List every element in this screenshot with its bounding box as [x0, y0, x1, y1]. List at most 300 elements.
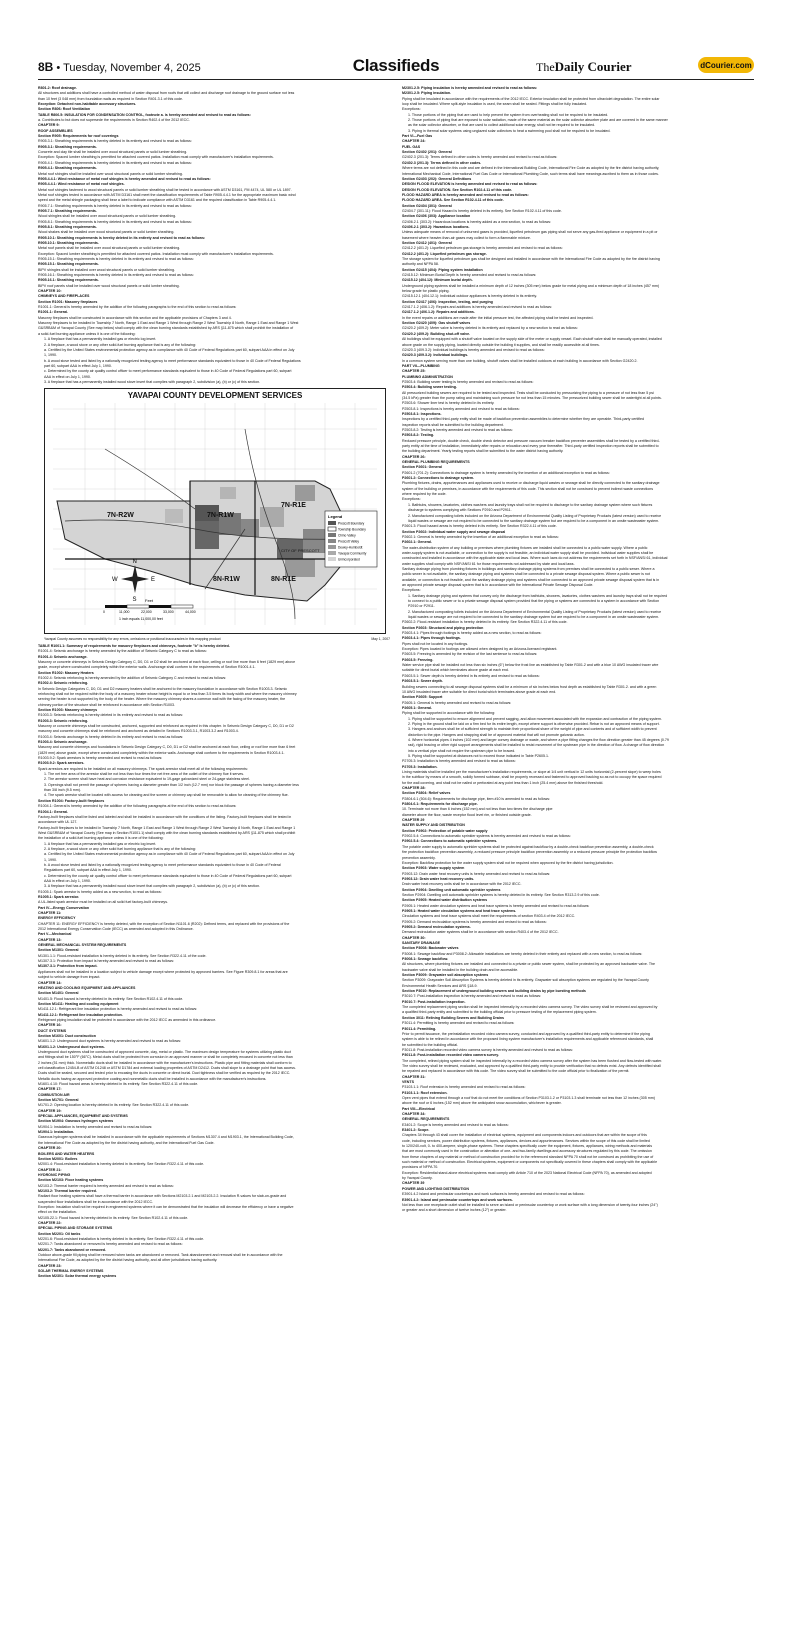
body-line: The water-distribution system of any building or premises where plumbing fixtures are installed shall be connected to a public water supply. Where a public	[402, 545, 648, 550]
section-heading: Section P2605: Support	[402, 695, 443, 700]
section-heading: CHAPTER 31:	[402, 1074, 426, 1079]
body-line: 3. A fireplace that has a permanently installed wood stove insert that complies with paragraph 2, subdivision (a), (b) or (c) of this section.	[44, 884, 261, 889]
body-line: P2705.3: Installation is hereby amended and revised to read as follows:	[402, 759, 516, 764]
body-line: M1601.4.10: Flood hazard areas is hereby deleted in its entirety. See Section R322.4.11 of this code.	[38, 1082, 199, 1087]
body-line: Gaseous hydrogen systems shall be installed in accordance with the applicable requirements of Sections M1307.4 and M1903.1, the International Building Code,	[38, 1135, 294, 1140]
body-line: such material or method of construction. Electrical systems, equipment or components not specifically covered in these chapters shall comply with the applicable	[402, 1160, 658, 1165]
svg-text:Township Boundary: Township Boundary	[338, 527, 366, 532]
section-heading: SPECIAL PIPING AND STORAGE SYSTEMS	[38, 1226, 113, 1231]
body-line: G2420.3 (409.3.2): Individual buildings is hereby amended and revised to read as follows:	[402, 347, 545, 352]
body-line: loop shall be insulated. Where split-style insulation is used, the seam shall be sealed. Fittings shall be fully insulated.	[402, 102, 588, 107]
body-line: Refrigerant piping insulation shall be protected in accordance with the 2012 IECC as amended in this ordinance.	[38, 1017, 217, 1022]
body-line: M1904.1: Installation is hereby amended and revised to read as follows:	[38, 1124, 153, 1129]
section-heading: Section R1004: Factory-built fireplaces	[38, 798, 105, 803]
section-heading: CHAPTER 13:	[38, 937, 62, 942]
section-heading: Section R1002: Masonry Heaters	[38, 670, 94, 675]
zone-label-8n-r1w: 8N-R1W	[213, 576, 240, 584]
body-line: suitable for direct burial which terminates above grade at each end.	[402, 668, 509, 673]
body-line: for the wall covering, and shall not be nailed or perforated at any point less than 1 inch (25.4 mm) above the finished threshold.	[402, 780, 604, 785]
section-heading: DUCT SYSTEMS	[38, 1028, 67, 1033]
body-line: The completed replacement piping section shall be inspected internally by a recorded video camera survey. The video survey shall be reviewed and approved by	[402, 1005, 658, 1010]
svg-text:N: N	[132, 559, 137, 566]
section-heading: G2415.12 (404.12): Minimum burial depth.	[402, 278, 473, 283]
body-line: Inspections by a certified third-party entity shall be made of backflow prevention assemblies to determine whether they are operable. Third-party certified	[402, 417, 645, 422]
section-heading: Section G2403 (202): General Definitions	[402, 176, 472, 181]
body-line: M2001.4: Flood-resistant installation is hereby deleted in its entirety. See Section R322.4.11 of this code.	[38, 1162, 205, 1167]
body-line: 10. Terminate not more than 6 inches (152 mm) and not less than two times the discharge pipe	[402, 807, 553, 812]
body-line: P2804.6.1 (504.6): Requirements for discharge pipe, item #10 is amended to read as follows:	[402, 796, 551, 801]
body-line: Factory-built fireplaces to be installed in Township 7 North, Range 1 East and Range 1 West through Range 2 West Township 8 North, Range 1 East and Range 1	[38, 825, 296, 830]
body-line: Section P2904: Dwelling unit automatic sprinkler systems is hereby deleted in its entirety. See Section R313.2.9 of this code.	[402, 892, 600, 897]
section-heading: P2602.1: General.	[402, 540, 432, 545]
section-heading: R1001.4: Seismic anchorage.	[38, 654, 88, 659]
section-heading: P3011.8: Post-installation recorded video camera survey.	[402, 1053, 500, 1058]
right-column	[402, 86, 754, 1214]
section-heading: CHAPTER 22:	[38, 1220, 62, 1225]
body-line: 2. Those portions of piping that are exposed to solar radiation, made of the same material as the solar collector absorber plate and are covered in the same manner	[408, 118, 668, 123]
body-line: as the solar collector absorber, or that are used to collect additional solar energy, shall not be required to be insulated.	[408, 123, 596, 128]
section-heading: CHAPTER 26:	[402, 454, 426, 459]
section-heading: Section M1904: Gaseous hydrogen systems	[38, 1119, 114, 1124]
body-line: where required by the code.	[402, 492, 447, 497]
section-heading: Section P3009: Graywater soil absorption systems	[402, 973, 489, 978]
body-line: c. Determined by the county air quality control officer to meet performance standards equivalent to those in 40 Code of Federal Regulations part 60, subpart	[44, 369, 292, 374]
section-heading: GENERAL MECHANICAL SYSTEM REQUIREMENTS	[38, 943, 127, 948]
map-date: May 1, 2007	[371, 637, 390, 642]
svg-text:0: 0	[103, 610, 105, 615]
body-line: Building sewers connecting to all sewage disposal systems shall be a minimum of six inches below frost depth as established by Table R301.2. and with a green	[402, 684, 657, 689]
body-line: M1301.1.1: Flood-resistant installation is hereby deleted in its entirety. See Section R322.4.11 of the code.	[38, 953, 207, 958]
body-line: AAA in effect on July 1, 1990.	[44, 374, 91, 379]
body-line: suspended floor installations shall be in accordance with the 2012 IECC.	[38, 1199, 154, 1204]
section-heading: P2503.4: Building sewer testing.	[402, 385, 457, 390]
body-line: International Mechanical Code, International Fuel Gas Code or International Plumbing Code, such terms shall have meanings ascribed to them as in those codes.	[402, 171, 659, 176]
body-line: prevention assembly.	[402, 855, 436, 860]
body-line: than 3/8 inch (9.5 mm).	[44, 788, 81, 793]
section-heading: Section R1003: Masonry chimneys	[38, 707, 98, 712]
body-line: P3010.7: Post-installation inspection is hereby amended and revised to read as follows:	[402, 994, 542, 999]
paper-title: Daily Courier	[554, 59, 632, 74]
body-line: P2503.8.2: Testing is hereby amended and revised to read as follows:	[402, 428, 513, 432]
body-line: diameter above the floor, waste receptor flood level rim, or finished outside grade.	[402, 812, 532, 817]
body-line: 2012 International Energy Conservation Code (IECC) as amended and adopted in this Ordinance.	[38, 927, 194, 932]
body-line: 3. Piping in thermal solar systems using unglazed solar collectors to heat a swimming pool shall not be required to be insulated.	[408, 128, 611, 133]
body-line: b. A wood stove tested and listed by a nationally recognized testing agency to meet performance standards equivalent to those in 40 Code of Federal	[44, 862, 281, 867]
body-line: Exception: Backflow protection for the water supply system shall not be required when approved by the fire district having jurisdiction.	[402, 860, 614, 865]
body-line: In Seismic Design Categories C, D0, D1 and D2 masonry heaters shall be anchored to the masonry foundation in accordance with Section R1003.3. Seismic	[38, 686, 288, 691]
body-line: 10 AWG insulated tracer wire suitable for direct burial which terminates above grade at each end.	[402, 689, 557, 694]
section-heading: P2903.12: Drain water heat recovery units.	[402, 876, 475, 881]
body-line: Masonry fireplaces shall be constructed in accordance with this section and the applicable provisions of Chapters 3 and 4.	[38, 315, 232, 320]
body-line: Exceptions:	[402, 107, 421, 112]
section-heading: Section G2417 (406): Inspection, testing, and purging	[402, 299, 493, 304]
svg-text:Chino Valley: Chino Valley	[338, 533, 356, 538]
body-line: Metal roof shingles tested in accordance with ASTM D3161 shall meet the classification requirements of Table R905.4.4.1 for the appropriate maximum basic wind	[38, 192, 296, 197]
body-line: a solid-fuel burning appliance unless it is one of the following:	[38, 331, 136, 336]
section-heading: GENERAL PLUMBING REQUIREMENTS	[402, 460, 470, 465]
body-line: liquid wastes or sewage are not required to be connected to the sanitary drainage system but are required to be a component in an onsite wastewater system.	[408, 518, 660, 523]
site-logo[interactable]	[698, 57, 754, 73]
body-line: G&SRB&M of Yavapai County (See map below) shall comply with the clean burning standards established by ARS §11-875 which shall prohibit the installation of	[38, 326, 294, 331]
body-line: that are most commonly used in the construction or alteration of one- and two-family dwellings and accessory structures regulated by this code. The omission	[402, 1149, 652, 1154]
body-line: Circulation systems and heat trace systems shall meet the requirements of section R403.4 of the 2012 IECC.	[402, 914, 576, 919]
body-line: a. Certified by the United States environmental protection agency as in compliance with 40 Code of Federal Regulations part 60, subpart AAA in effect on July	[44, 852, 295, 857]
section-heading: M1307.3.1: Protection from impact.	[38, 964, 98, 969]
body-line: R1004.1: General is hereby amended by the addition of the following paragraphs at the end of this section to read as follows:	[38, 804, 237, 809]
site-logo-text: dCourier.com	[700, 60, 752, 70]
section-heading: Section 3011: Relining Building Sewers and Building Drains	[402, 1015, 505, 1020]
body-line: P2903.12: Drain water heat recovery units is hereby amended and revised to read as follows:	[402, 871, 551, 876]
zone-label-7n-r1e: 7N-R1E	[281, 502, 306, 510]
body-line: In the event repairs or additions are made after the initial pressure test, the affected piping shall be tested and inspected.	[402, 315, 594, 320]
body-line: All structures, where plumbing fixtures are installed and connected to a private or public sewer system, shall be protected by an approved backwater valve. The	[402, 962, 656, 967]
body-line: Ducts shall be sealed, secured and tested prior to encasing the ducts in concrete or direct burial. Duct tightness shall be verified as required by the 2012 IECC.	[38, 1071, 291, 1076]
body-line: Metallic ducts having an approved protective coating and nonmetallic ducts shall be installed in accordance with the manufacturer's instructions.	[38, 1076, 267, 1081]
right-column-text	[402, 86, 754, 1214]
body-line: 2. A fireplace, a wood stove or any other solid-fuel burning appliance that is any of the following:	[44, 342, 197, 347]
body-line: system is able to be relined in accordance with the proposed lining system manufacturer's installation requirements and applicable referenced standards, shall	[402, 1037, 654, 1042]
section-heading: PLUMBING ADMINISTRATION	[402, 374, 453, 379]
section-heading: R905.15.1: Sheathing requirements.	[38, 262, 99, 267]
section-heading: Section M1411: Heating and cooling equipment	[38, 1001, 119, 1006]
body-line: P2602.1: General is hereby amended by the insertion of an additional exception to read as follows:	[402, 534, 559, 539]
body-line: below grade for plastic piping.	[402, 289, 450, 294]
body-line: in the subfloor by means of a smooth, solidly formed subbase, shall be properly recessed and fastened to approved backing so as not to occupy the space required	[402, 775, 662, 780]
body-line: 1, 1990.	[44, 353, 57, 358]
section-heading: R905.7.1: Sheathing requirements.	[38, 208, 97, 213]
section-heading: CHAPTER 14:	[38, 980, 62, 985]
body-line: A UL-listed spark arrestor must be installed on all solid fuel factory-built chimneys.	[38, 900, 169, 905]
section-heading: M2103.2: Thermal barrier required.	[38, 1188, 97, 1193]
section-heading: Section M1401: General	[38, 991, 79, 996]
section-heading: Section G2406 (303): Appliance location	[402, 214, 471, 219]
body-line: 4. The spark arrestor shall be located with access for cleaning and the screen or chimney cap shall be removable to allow for cleaning of the chimney flue.	[44, 793, 289, 798]
body-line: Plumbing fixtures, drains, appurtenances and appliances used to receive or discharge liquid wastes or sewage shall be directly connected to the sanitary drainage	[402, 481, 660, 486]
section-heading: Section P2603: Structural and piping protection	[402, 625, 484, 630]
section-heading: Section G2415 (404): Piping system installation	[402, 267, 483, 272]
body-line: R1001.1: General is hereby amended by the addition of the following paragraphs to the end of this section to read as follows:	[38, 305, 237, 310]
body-line: In a common system serving more than one building, shutoff valves shall be installed outdoors at each building in accordance with Section G2420.2.	[402, 358, 638, 363]
body-line: effect on the installation.	[38, 1210, 77, 1215]
body-line: M2201.7: Tanks abandoned or removed is hereby amended and revised to read as follows:	[38, 1242, 183, 1247]
city-label: CITY OF PRESCOTT	[281, 548, 320, 554]
section-heading: Section P2904: Dwelling unit automatic sprinkler systems	[402, 887, 501, 892]
section-heading: P2503.8.1: Inspections.	[402, 411, 442, 416]
body-line: Exception: Insulation shall not be required in engineered systems where it can be demonstrated that the insulation will decrease the efficiency or have a negative	[38, 1204, 294, 1209]
section-heading: R1004.1: General.	[38, 809, 69, 814]
body-line: P2603.5.1: Sewer depth is hereby deleted in its entirety and revised to read as follows:	[402, 673, 540, 678]
section-heading: P3011.4: Permitting.	[402, 1026, 437, 1031]
zone-label-7n-r1w: 7N-R1W	[207, 512, 234, 520]
body-line: a. Certified by the United States environmental protection agency as in compliance with 40 Code of Federal Regulations part 60, subpart AAA in effect on July	[44, 347, 295, 352]
body-line: Piping shall be supported in accordance with the following:	[402, 711, 496, 716]
body-line: G2415.12: Minimum Burial Depth is hereby amended and revised to read as follows:	[402, 273, 537, 278]
body-line: Demand recirculation water systems shall be in accordance with section R403.4 of the 2012 IECC.	[402, 930, 559, 935]
section-heading: R905.16.1: Sheathing requirements.	[38, 278, 99, 283]
body-line: 2. Manufactured composting toilets included on the Arizona Department of Environmental Quality Listing of Proprietary Products (latest version) used to receive	[408, 513, 662, 518]
body-line: Where terms are not defined in this code and are defined in the International Building Code, International Fire Code as adopted by the fire district having authority,	[402, 166, 660, 171]
section-heading: R905.4.4.1: Wind resistance of metal roof shingles.	[38, 182, 125, 187]
body-line: M2201.6: Flood-resistant installation is hereby deleted in its entirety. See Section R322.4.11 of this code.	[38, 1237, 205, 1241]
section-heading: Section G2412 (401): General	[402, 240, 452, 245]
body-line: subject to vehicle damage from impact.	[38, 975, 101, 980]
section-heading: P2902.5.4: Connections to automatic sprinkler systems.	[402, 839, 498, 844]
section-heading: R905.10.1: Sheathing requirements.	[38, 240, 99, 245]
body-line: P2605.1: General is hereby amended and revised to read as follows:	[402, 700, 512, 705]
body-line: Wood shakes shall be installed over wood structural panels or solid lumber sheathing.	[38, 230, 175, 235]
body-line: the International Fire Code as adopted by the fire district having authority, and the International Fuel Gas Code.	[38, 1140, 215, 1145]
body-line: The video survey shall be reviewed, evaluated, and approved by a qualified third-party entity to provide verification that no defects exist. Any defects identified shall	[402, 1063, 661, 1068]
section-heading: WATER SUPPLY AND DISTRIBUTION	[402, 823, 465, 828]
section-heading: HYDRONIC PIPING	[38, 1172, 71, 1177]
body-line: system of the building or premises, in accordance with the requirements of this code. This section shall not be construed to prevent indirect waste connections	[402, 486, 654, 491]
section-heading: P2603.5.1: Sewer depth.	[402, 679, 443, 684]
body-line: P2603.5: Freezing is amended by the revision of the last sentence to read as follows:	[402, 652, 538, 657]
body-line: M1307.3.1: Protection from impact is hereby amended and revised to read as follows:	[38, 959, 175, 964]
svg-text:W: W	[112, 577, 118, 584]
section-heading: Section M1701: General	[38, 1098, 79, 1103]
body-line: Metal roof shingles shall be installed over wood structural panels or solid lumber sheathing.	[38, 171, 183, 176]
section-heading: CHAPTER 21:	[38, 1167, 62, 1172]
body-line: E3401.2: Scope is hereby amended and revised to read as follows:	[402, 1122, 509, 1127]
body-line: P2503.8.1: Inspections is hereby amended and revised to read as follows:	[402, 406, 520, 411]
section-heading: R905.8.1: Sheathing requirements.	[38, 224, 97, 229]
body-line: c. Determined by the county air quality control officer to meet performance standards equivalent to those in 40 Code of Federal Regulations part 60, subpart	[44, 873, 292, 878]
svg-text:33,000: 33,000	[163, 610, 174, 615]
body-line: Regulations part 60, subpart AAA in effect July 1, 1990.	[44, 868, 132, 873]
body-line: Metal roof shingles fastened to wood structural panels or solid lumber sheathing shall be tested in accordance with ASTM D3161, FM 4474, UL 580 or UL 1897.	[38, 187, 292, 192]
body-line: P2905.2: Demand recirculation systems is hereby amended and revised to read as follows:	[402, 919, 547, 924]
section-heading: Section G2404 (301): General	[402, 203, 452, 208]
body-line: G2406.2.1 (303.2): Hazardous locations is hereby added as a new section, to read as follows:	[402, 219, 552, 224]
section-heading: Section R806: Roof Ventilation	[38, 107, 91, 112]
body-line: P3008.1: Sewage backflow and P3008.2: Allowable installations are hereby deleted in their entirety and replaced with a new section, to read as follows:	[402, 951, 643, 956]
section-heading: G2412.2 (401.2): Liquefied petroleum gas storage.	[402, 251, 487, 256]
body-line: water-supply system is not available, or connection to the supply is not feasible, an individual water supply shall be provided. Individual water supplies shall be	[402, 550, 654, 555]
section-heading: Section G2402 (201): General	[402, 150, 452, 155]
section-heading: Section P2601: General	[402, 465, 442, 470]
body-line: rad), rigid bracing or other rigid support arrangements shall be installed to resist movement of the upstream pipe in the direction of flow. A change of flow direction	[408, 743, 665, 748]
body-line: G2420.2 (409.2): Meter valve is hereby deleted in its entirety and replaced by a new section to read as follows:	[402, 326, 578, 331]
body-line: P3103.1.1: Roof extension is hereby amended and revised to read as follows:	[402, 1085, 526, 1090]
body-line: R1003.9.2: Spark arrestors is hereby amended and revised to read as follows:	[38, 756, 163, 761]
section-heading: CHAPTER 10:	[38, 289, 62, 294]
body-line: M1601.1.2: Underground duct systems is hereby amended and revised to read as follows:	[38, 1039, 182, 1044]
section-heading: DESIGN FLOOD ELEVATION is hereby amended and revised to read as follows:	[402, 182, 538, 187]
body-line: R1005.1: Spark arrestor is hereby added as a new section, to read as follows:	[38, 889, 162, 894]
body-line: Unless adequate means of removal of unburned gases is provided, liquefied petroleum gas piping shall not serve any gas-fired appliance or equipment in a pit or	[402, 230, 658, 235]
section-heading: P3008.1: Sewage backflow.	[402, 957, 449, 962]
section-heading: CHAPTER 20:	[38, 1146, 62, 1151]
body-line: 3. A fireplace that has a permanently installed wood stove insert that complies with paragraph 2, subdivision (a), (b) or (c) of this section.	[44, 379, 261, 384]
section-heading: E3401.2: Scope.	[402, 1128, 430, 1133]
section-heading: CHAPTER 39	[402, 1181, 425, 1186]
body-line: Underground piping systems shall be installed a minimum depth of 12 inches (305 mm) below grade for metal piping and a minimum depth of 18 inches (457 mm)	[402, 283, 660, 288]
section-heading: CHAPTER 17:	[38, 1087, 62, 1092]
svg-text:1 inch equals 11,000,00 feet: 1 inch equals 11,000,00 feet	[119, 617, 163, 622]
body-line: All pressurized building sewers are required to be tested and inspected. Tests shall be conducted by pressurizing the piping to a pressure of not less than 5 psi	[402, 390, 654, 395]
body-line: Exception: Spaced lumber sheathing is permitted for attached covered patios. Installation must comply with manufacturer's installation requirements.	[38, 155, 274, 160]
body-line: Lining materials shall be installed per the manufacturer's installation requirements, or slope at 1/4 unit vertical in 12 units horizontal (2-percent slope) to weep holes	[402, 770, 661, 774]
section-heading: ROOF ASSEMBLIES	[38, 128, 73, 133]
section-heading: P2603.5: Freezing.	[402, 657, 434, 662]
body-line: R1003.4: Seismic anchorage is hereby deleted in its entirety and revised to read as follows:	[38, 734, 184, 739]
body-line: 2 inches (51 mm) thick. Nonmetallic ducts shall be installed in accordance with the manufacturer's instructions. Plastic pipe and fitting materials shall conform to	[38, 1060, 292, 1065]
body-line: above the roof or 6 inches (152 mm) above the anticipated snow accumulation, whichever is greater.	[402, 1101, 562, 1106]
paper-the: The	[536, 60, 555, 74]
zone-label-8n-r1e: 8N-R1E	[271, 576, 296, 584]
body-line: water supplies shall comply with NSF/ANSI 61 for those requirements not addressed by state and local laws.	[402, 561, 575, 566]
body-line: available, or connection is not feasible, and the sanitary drainage piping and systems shall be connected to an approved private sewage disposal system that is in	[402, 577, 660, 582]
svg-text:44,000: 44,000	[185, 610, 196, 615]
section-heading: Section P2903: Water supply system	[402, 866, 465, 871]
section-heading: TABLE R806.5: INSULATION FOR CONDENSATION CONTROL, footnote a. is hereby amended and revised to read as follows:	[38, 112, 251, 117]
section-title: Classifieds	[352, 56, 440, 75]
section-heading: Section R1001: Masonry fireplaces	[38, 299, 98, 304]
body-line: BIPV roof panels shall be installed over wood structural panels or solid lumber sheathing.	[38, 283, 180, 288]
body-line: P3011.8: Post-installation recorded video camera survey is hereby amended and revised to read as follows:	[402, 1047, 573, 1052]
section-heading: Part V—Mechanical	[38, 932, 72, 937]
body-line: serving the heater is not supported by the body of the heater. Where the masonry chimney shares a common wall with the facing of the masonry heater, the	[38, 697, 286, 702]
body-line: P2602.2: Flood-resistant installation is hereby deleted in its entirety. See Section R322.4.11 of this code.	[402, 620, 568, 625]
body-line: R1003.3: Seismic reinforcing is hereby deleted in its entirety and revised to read as follows:	[38, 713, 184, 718]
body-line: 2. Manufactured composting toilets included on the Arizona Department of Environmental Quality Listing of Proprietary Products (latest version) used to receive	[408, 609, 662, 614]
section-heading: P2603.4.1: Pipes through footings.	[402, 636, 461, 641]
zone-label-7n-r2w: 7N-R2W	[107, 512, 134, 520]
body-line: 1. Piping shall be supported to ensure alignment and prevent sagging, and allow movement associated with the expansion and contraction of the piping system.	[408, 716, 662, 721]
body-line: International Fire Code, as adopted by the fire district having authority, and all other jurisdictions having authority.	[38, 1258, 218, 1263]
map-title: YAVAPAI COUNTY DEVELOPMENT SERVICES	[127, 391, 303, 401]
body-line: R1001.4: Seismic anchorage is hereby amended by the addition of Seismic Category C to read as follows:	[38, 649, 207, 654]
svg-text:22,000: 22,000	[141, 610, 152, 615]
body-line: Water service pipe shall be installed not less than six inches (6") below the frost line as established by Table R301.2 and with a blue 10 AWG insulated tracer wire	[402, 663, 659, 668]
section-heading: SOLAR THERMAL ENERGY SYSTEMS	[38, 1269, 104, 1274]
section-heading: R1003.3: Seismic reinforcing.	[38, 718, 89, 723]
body-line: Outdoor above-grade fill piping shall be removed when tanks are abandoned or removed. Tank abandonment and removal shall be in accordance with the	[38, 1253, 283, 1258]
section-heading: P2605.1: General.	[402, 705, 432, 710]
body-line: 1. A fireplace that has a permanently installed gas or electric log insert.	[44, 841, 157, 846]
body-line: 1. Sanitary drainage piping and systems that convey only the discharge from bathtubs, showers, lavatories, clothes washers and laundry trays shall not be required	[408, 593, 668, 598]
section-heading: CHAPTER 25:	[402, 369, 426, 374]
section-heading: Section M1301: General	[38, 948, 79, 953]
body-line: above grade on the supply piping, located directly outside the building it supplies, and shall be readily accessible at all times.	[402, 342, 600, 347]
section-heading: P2705.3: Installation.	[402, 764, 438, 769]
body-line: speed and the metal shingle packaging shall bear a label to indicate compliance with ASTM D3161 and the required classification in Table R905.4.4.1.	[38, 198, 277, 203]
body-line: M2103.2: Thermal barrier required is hereby amended and revised to read as follows:	[38, 1183, 174, 1188]
body-line: M1401.5: Flood hazard is hereby deleted in its entirety. See Section R102.4.11 of this code.	[38, 996, 184, 1001]
svg-text:Prescott Boundary: Prescott Boundary	[338, 521, 365, 526]
section-heading: FLOOD HAZARD AREA. See Section R102.4.11 of this code.	[402, 198, 504, 203]
body-line: R905.7.1: Sheathing requirements is hereby deleted in its entirety and revised to read as follows:	[38, 203, 192, 208]
body-line: AAA in effect on July 1, 1990.	[44, 878, 91, 883]
body-line: R905.15.1: Sheathing requirements is hereby deleted in its entirety and revised to read as follows:	[38, 257, 194, 261]
body-line: to connect to a public sewer or to a private sewage disposal system provided that the piping or systems are connected to a system in accordance with Section	[408, 599, 660, 603]
body-line: West G&SRB&M of Yavapai County (See map in Section R1001.1) shall comply with the clean burning standards established by ARS §11-875 which shall prohibit	[38, 830, 296, 835]
body-line: P2601.3: Flood hazard areas is hereby deleted in its entirety. See Section R322.4.11 of this code.	[402, 524, 557, 529]
body-line: authority and NFPA 58.	[402, 262, 439, 267]
body-line: G2412.2 (401.2): Liquefied petroleum gas storage is hereby amended and revised to read as follows:	[402, 246, 563, 251]
section-heading: FUEL GAS	[402, 144, 421, 149]
section-heading: Section P3008: Backwater valves	[402, 946, 459, 951]
body-line: 1, 1990.	[44, 857, 57, 862]
body-line: b. A wood stove tested and listed by a nationally recognized testing agency to meet performance standards equivalent to those in 40 Code of Federal Regulations	[44, 358, 301, 363]
body-line: part 60, subpart AAA in effect July 1, 1990.	[44, 363, 112, 368]
map-footer	[44, 637, 390, 642]
zoning-map	[44, 388, 386, 634]
body-line: P2910 or P2911.	[408, 604, 435, 609]
svg-text:E: E	[151, 577, 156, 584]
body-line: Factory-built fireplaces shall be listed and labeled and shall be installed in accordance with the conditions of the listing. Factory-built fireplaces shall be tested in	[38, 814, 292, 819]
body-line: party entity at the time of installation, immediately after repairs or relocation and every year thereafter. Third-party certified inspection reports shall be submitted to	[402, 444, 659, 449]
section-heading: DESIGN FLOOD ELEVATION. See Section R102.4.11 of this code.	[402, 187, 513, 192]
body-line: public sewer is not available, the sanitary drainage piping and systems shall be connected to a private sewage disposal system. Where a public sewer is not	[402, 572, 650, 577]
section-heading: CHAPTER 11:	[38, 911, 62, 916]
section-heading: Section M2001: Boilers	[38, 1156, 78, 1161]
section-heading: M2201.7: Tanks abandoned or removed.	[38, 1247, 107, 1252]
section-heading: M2301.2.5: Piping insulation is hereby amended and revised to read as follows:	[402, 86, 538, 90]
section-heading: Section G2420 (409): Gas shutoff valves	[402, 321, 471, 326]
section-heading: TABLE R1001.1: Summary of requirements for masonry fireplaces and chimneys, footnote "b" is hereby deleted.	[38, 643, 230, 648]
body-line: Reduced pressure principle, double check, double check detector and pressure vacuum breaker backflow preventer assemblies shall be tested by a certified third-	[402, 438, 660, 443]
body-line: R1002.4: Seismic reinforcing is hereby amended by the addition of Seismic Category C and revised to read as follows:	[38, 675, 227, 680]
section-heading: G2420.2 (409.2): Building shut-off valve.	[402, 331, 471, 336]
body-line: (34.5 kPa) greater than the pump rating and maintaining such pressure for not less than 15 minutes. The pressurized building sewer shall be watertight at all points.	[402, 395, 662, 400]
left-column	[38, 86, 390, 1280]
body-line: chimney portion of the structure shall be reinforced in accordance with Section R1003.	[38, 702, 176, 707]
section-heading: R1002.4: Seismic reinforcing.	[38, 681, 89, 686]
body-line: The potable water supply to automatic sprinkler systems shall be protected against backflow by a double-check backflow prevention assembly, a double-check	[402, 844, 654, 849]
section-heading: Part VIII—Electrical	[402, 1106, 435, 1111]
body-line: G2417.1.2 (406.1.2): Repairs and additions is hereby amended and revised to read as follows:	[402, 305, 553, 310]
body-line: BIPV shingles shall be installed over wood structural panels or solid lumber sheathing.	[38, 267, 176, 272]
body-line: R905.3.1: Sheathing requirements is hereby deleted in its entirety and revised to read as follows:	[38, 139, 192, 144]
body-line: Masonry fireplaces to be installed in Township 7 North, Range 1 East and Range 1 West through Range 2 West Township 8 North, Range 1 East and Range 1 West	[38, 321, 299, 326]
section-heading: Section M2201: Oil tanks	[38, 1231, 81, 1236]
section-heading: Part IV—Energy Conservation	[38, 905, 90, 910]
svg-text:Prescott Valley: Prescott Valley	[338, 539, 360, 544]
svg-text:Yavapai Community: Yavapai Community	[338, 551, 367, 556]
section-heading: P3010.7: Post-installation inspection.	[402, 999, 466, 1004]
body-line: Masonry or concrete chimneys shall be constructed, anchored, supported and reinforced as required in this chapter. In Seismic Design Category C, D0, D1 or D2	[38, 724, 294, 728]
body-line: 3. Hangers and anchors shall be of sufficient strength to maintain their proportional share of the weight of pipe and contents and of sufficient width to prevent	[408, 727, 657, 732]
body-line: an approved private sewage disposal system that is in accordance with the International Private Sewage Disposal Code.	[402, 582, 594, 587]
paper-name	[536, 59, 632, 75]
body-line: 3. Openings shall not permit the passage of spheres having a diameter greater than 1/2 inch (12.7 mm) nor block the passage of spheres having a diameter less	[44, 782, 299, 787]
section-heading: ENERGY EFFICIENCY	[38, 916, 76, 921]
body-line: 2. The arrestor screen shall have heat and corrosion resistance equivalent to 19-gage galvanized steel or 24-gage stainless steel.	[44, 777, 250, 782]
body-line: Pipes shall not be located in any footings.	[402, 641, 469, 646]
svg-text:11,000: 11,000	[119, 610, 130, 615]
body-line: Spark arrestors are required to be installed on all masonry chimneys. The spark arrestor shall meet all of the following requirements:	[38, 766, 248, 771]
section-heading: R905.4.4.1: Wind resistance of metal roof shingles is hereby amended and revised to read as follows:	[38, 176, 211, 181]
section-heading: P3103.1.1: Roof extension.	[402, 1090, 448, 1095]
section-heading: Exception: Detached non-habitable accessory structures.	[38, 102, 137, 107]
section-heading: Section R905: Requirements for roof coverings	[38, 134, 119, 139]
body-line: The completed, relined piping system shall be inspected internally by a recorded video camera survey after the system has been flushed and flow-tested with water.	[402, 1058, 663, 1063]
body-line: 4. Where horizontal pipes 4 inches (102 mm) and larger convey drainage or waste, and where a pipe fitting changes the flow direction greater than 45 degrees (0.79	[408, 737, 669, 742]
section-heading: P2601.2: Connections to drainage system.	[402, 476, 475, 481]
body-line: basement where heavier-than-air gases may collect to form a flammable mixture.	[402, 235, 531, 240]
section-heading: R1003.9.2: Spark arrestors.	[38, 761, 85, 766]
body-line: provisions of NFPA 70.	[402, 1165, 439, 1170]
section-heading: R905.10.1: Sheathing requirements is hereby deleted in its entirety and revised to read as follows:	[38, 235, 206, 240]
body-line: the installation of a solid-fuel burning appliance unless it is one of the following:	[38, 836, 164, 841]
section-heading: Section M2301: Solar thermal energy systems	[38, 1274, 117, 1279]
body-line: masonry and concrete chimneys shall be reinforced and anchored as detailed in Sections R1003.3.1, R1003.3.2 and R1003.4.	[38, 729, 239, 734]
section-heading: CHAPTER 28:	[402, 786, 426, 791]
body-line: E3901.4.2 Island and peninsular countertops and work surfaces is hereby amended and revised to read as follows:	[402, 1192, 585, 1197]
body-line: M2105.22.1: Flood hazard is hereby deleted in its entirety. See Section R102.4.11 of this code.	[38, 1215, 189, 1220]
